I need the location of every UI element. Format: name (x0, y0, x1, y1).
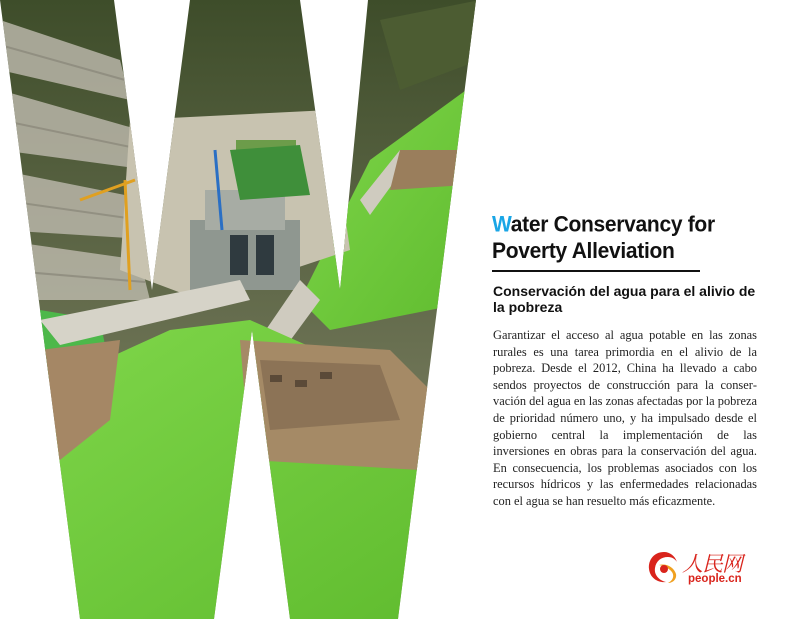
body-text: Garantizar el acceso al agua potable en las zonas rurales es una tarea primordia en el alivio de la pobreza. Desde el 2012, China ha llevado a cabo sendos proyectos de construcción para la conservación del agua en las zonas afectadas por la pobreza de prioridad número uno, y ha impulsado desde el gobierno central la implementación de las inversiones en obras para la conservación del agua. En consecuencia, los problemas asociados con los recursos hídricos y las enfermedades relacionadas con el agua se han resuelto más eficazmente. (493, 328, 757, 508)
headline-accent-letter: W (492, 212, 511, 237)
logo-domain-text: people.cn (688, 573, 742, 585)
logo-chinese-text: 人民网 (682, 552, 742, 576)
people-logo-icon (646, 549, 682, 585)
subtitle: Conservación del agua para el alivio de la pobreza (493, 283, 756, 315)
people-cn-logo (646, 549, 756, 587)
title-divider (492, 270, 700, 272)
headline (492, 212, 752, 265)
headline-line2: Poverty Alleviation (492, 239, 675, 264)
headline-line1: ater Conservancy for (510, 212, 715, 237)
